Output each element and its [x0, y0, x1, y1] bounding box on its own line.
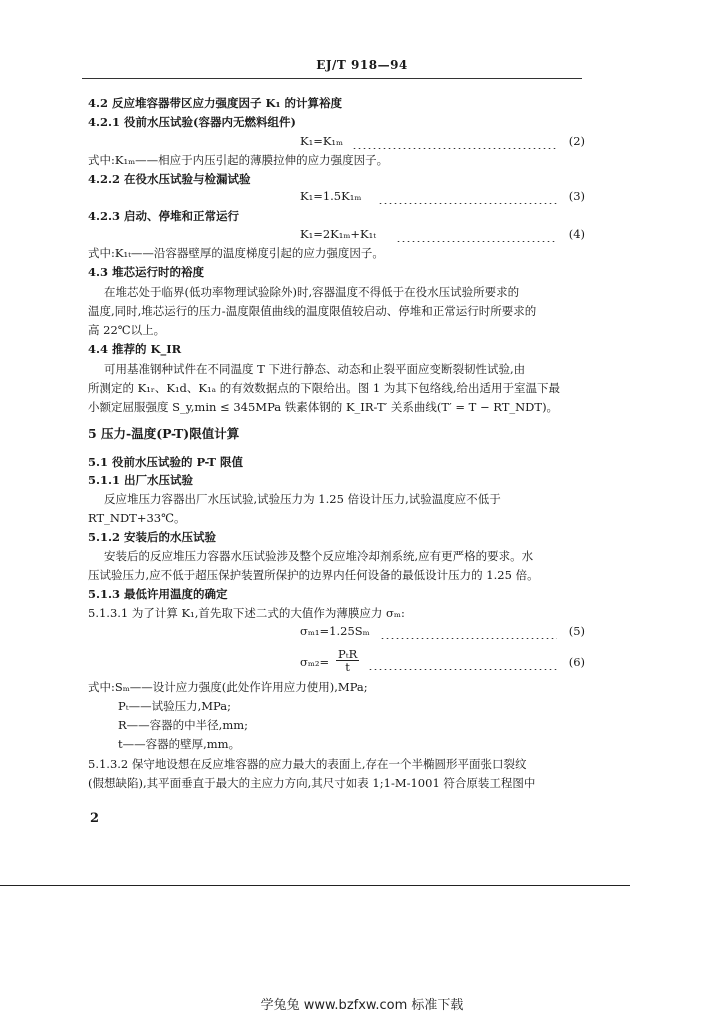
section-4-3-para-line-2: 温度,同时,堆芯运行的压力-温度限值曲线的温度限值较启动、停堆和正常运行时所要求的: [88, 304, 537, 318]
section-4-2-1-title: 4.2.1 役前水压试验(容器内无燃料组件): [88, 115, 296, 129]
section-5-1-2-para-line-2: 压试验压力,应不低于超压保护装置所保护的边界内任何设备的最低设计压力的 1.25 倍。: [88, 568, 539, 582]
section-4-2-2-title: 4.2.2 在役水压试验与检漏试验: [88, 172, 251, 186]
equation-5: [300, 623, 585, 639]
footer-watermark: 学兔兔 www.bzfxw.com 标准下载: [260, 998, 464, 1013]
equation-2-number: (2): [568, 134, 585, 148]
section-4-4-para-line-2: 所测定的 K₁ᵣ、K₁d、K₁ₐ 的有效数据点的下限给出。图 1 为其下包络线,给出适用于室温下最: [88, 381, 560, 395]
section-5-1-3-2-para-line-2: (假想缺陷),其平面垂直于最大的主应力方向,其尺寸如表 1;1-M-1001 符合原装工程图中: [88, 776, 536, 790]
definition-k1t: 式中:K₁ₜ——沿容器壁厚的温度梯度引起的应力强度因子。: [88, 246, 384, 260]
section-4-3-para-line-3: 高 22℃以上。: [88, 323, 166, 337]
equation-6-number: (6): [568, 655, 585, 669]
section-4-4-para-line-3: 小额定屈服强度 S_y,min ≤ 345MPa 铁素体钢的 K_IR-T′ 关系曲线(T′ = T − RT_NDT)。: [88, 400, 559, 414]
equation-6-lhs: σₘ₂=: [300, 655, 330, 669]
equation-3-expr: K₁=1.5K₁ₘ: [300, 189, 362, 203]
definition-r: R——容器的中半径,mm;: [118, 718, 248, 732]
section-5-title: 5 压力-温度(P-T)限值计算: [88, 426, 240, 441]
equation-4: [300, 226, 585, 242]
leader-dots: [396, 226, 557, 242]
equation-2: [300, 133, 585, 149]
definition-pt: Pₜ——试验压力,MPa;: [118, 699, 231, 713]
section-4-2-title: 4.2 反应堆容器带区应力强度因子 K₁ 的计算裕度: [88, 96, 343, 110]
section-5-1-1-title: 5.1.1 出厂水压试验: [88, 473, 194, 487]
equation-2-expr: K₁=K₁ₘ: [300, 134, 344, 148]
equation-5-expr: σₘ₁=1.25Sₘ: [300, 624, 370, 638]
equation-3: [300, 188, 585, 204]
section-4-2-3-title: 4.2.3 启动、停堆和正常运行: [88, 209, 240, 223]
leader-dots: [380, 623, 557, 639]
equation-4-number: (4): [568, 227, 585, 241]
equation-6: [300, 648, 585, 676]
bottom-rule: [0, 885, 630, 886]
definition-k1m: 式中:K₁ₘ——相应于内压引起的薄膜拉伸的应力强度因子。: [88, 153, 389, 167]
equation-5-number: (5): [568, 624, 585, 638]
leader-dots: [352, 133, 557, 149]
section-4-3-title: 4.3 堆芯运行时的裕度: [88, 265, 205, 279]
header-rule: [82, 78, 582, 79]
definition-t: t——容器的壁厚,mm。: [118, 737, 241, 751]
page-number: 2: [90, 811, 100, 826]
equation-3-number: (3): [568, 189, 585, 203]
section-5-1-1-para-line-1: 反应堆压力容器出厂水压试验,试验压力为 1.25 倍设计压力,试验温度应不低于: [104, 492, 501, 506]
section-5-1-3-2-para-line-1: 5.1.3.2 保守地设想在反应堆容器的应力最大的表面上,存在一个半椭圆形平面张口裂纹: [88, 757, 527, 771]
section-4-4-title: 4.4 推荐的 K_IR: [88, 342, 182, 356]
section-4-4-para-line-1: 可用基准钢种试件在不同温度 T 下进行静态、动态和止裂平面应变断裂韧性试验,由: [104, 362, 526, 376]
equation-6-numerator: PₜR: [338, 647, 358, 661]
equation-6-fraction: [336, 648, 359, 673]
section-5-1-1-para-line-2: RT_NDT+33℃。: [88, 511, 186, 525]
section-4-3-para-line-1: 在堆芯处于临界(低功率物理试验除外)时,容器温度不得低于在役水压试验所要求的: [104, 285, 520, 299]
definition-sm: 式中:Sₘ——设计应力强度(此处作许用应力使用),MPa;: [88, 680, 368, 694]
section-5-1-2-para-line-1: 安装后的反应堆压力容器水压试验涉及整个反应堆冷却剂系统,应有更严格的要求。水: [104, 549, 534, 563]
equation-6-denominator: t: [345, 660, 350, 674]
section-5-1-2-title: 5.1.2 安装后的水压试验: [88, 530, 217, 544]
leader-dots: [378, 188, 557, 204]
equation-4-expr: K₁=2K₁ₘ+K₁ₜ: [300, 227, 377, 241]
standard-header: EJ/T 918—94: [316, 58, 408, 72]
section-5-1-title: 5.1 役前水压试验的 P-T 限值: [88, 455, 243, 469]
leader-dots: [368, 654, 557, 670]
section-5-1-3-title: 5.1.3 最低许用温度的确定: [88, 587, 228, 601]
section-5-1-3-1-para: 5.1.3.1 为了计算 K₁,首先取下述二式的大值作为薄膜应力 σₘ:: [88, 606, 405, 620]
